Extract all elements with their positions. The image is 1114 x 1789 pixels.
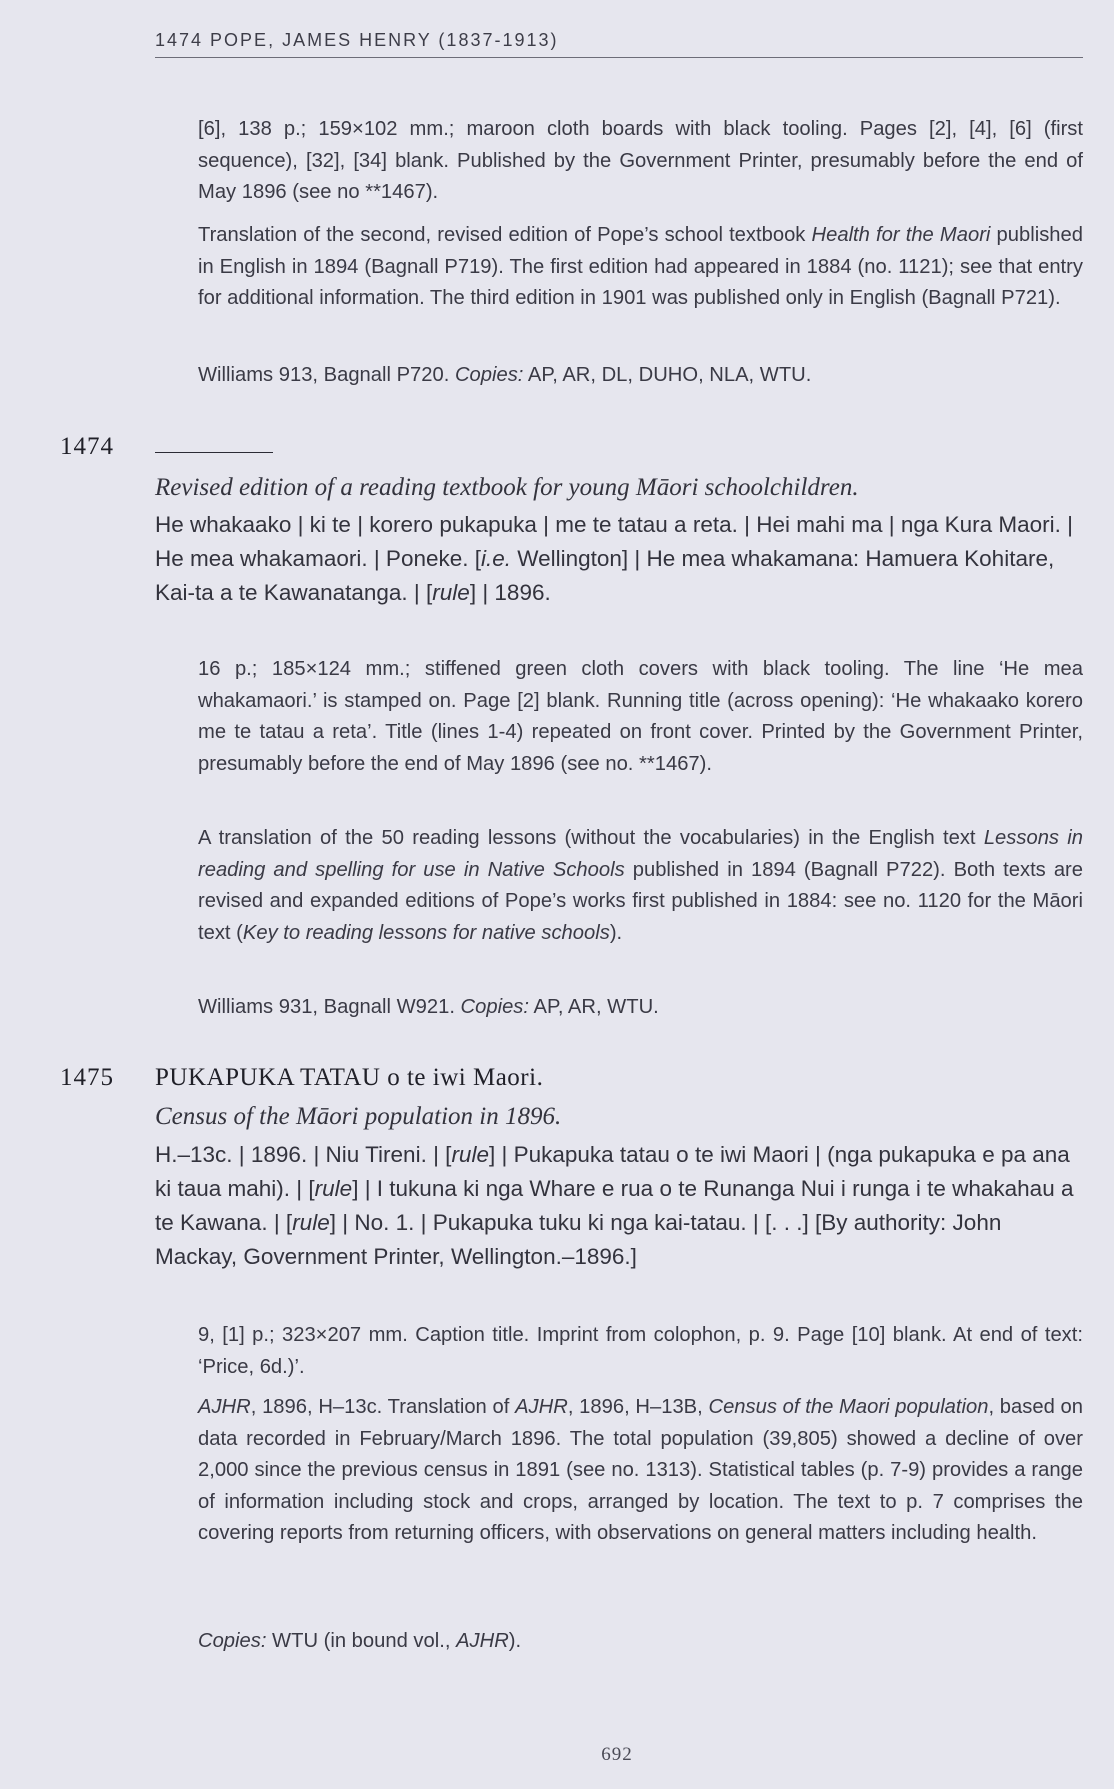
prev-entry-note: Translation of the second, revised edition of Pope’s school textbook Health for the Maori published in English in 1894 (Bagnall P719). The first edition had appeared in 1884 (no. 1121); see that entry for additional information. The third edition in 1901 was published only in English (Bagnall P721).	[198, 224, 1083, 309]
entry-1474-subject: Revised edition of a reading textbook for young Māori schoolchildren.	[155, 474, 859, 501]
prev-entry-copies: Williams 913, Bagnall P720. Copies: AP, AR, DL, DUHO, NLA, WTU.	[198, 364, 812, 386]
entry-number-1474: 1474	[60, 433, 114, 460]
entry-1474-copies: Williams 931, Bagnall W921. Copies: AP, AR, WTU.	[198, 996, 659, 1018]
running-header: 1474 POPE, JAMES HENRY (1837-1913)	[155, 30, 1083, 58]
entry-1475-physical-description: 9, [1] p.; 323×207 mm. Caption title. Imprint from colophon, p. 9. Page [10] blank. At end of text: ‘Price, 6d.)’.	[198, 1324, 1083, 1378]
copies-label: Copies:	[198, 1630, 267, 1652]
page-number: 692	[601, 1744, 633, 1765]
entry-number-1475: 1475	[60, 1064, 114, 1091]
title-italic: Health for the Maori	[811, 224, 991, 246]
entry-1475-note: AJHR, 1896, H–13c. Translation of AJHR, 1896, H–13B, Census of the Maori population, based on data recorded in February/March 1896. The total population (39,805) showed a decline of over 2,000 since the previous census in 1891 (see no. 1313). Statistical tables (p. 7-9) provides a range of information including stock and crops, arranged by location. The text to p. 7 comprises the covering reports from returning officers, with observations on general matters including health.	[198, 1396, 1083, 1544]
entry-1475-copies: Copies: WTU (in bound vol., AJHR).	[198, 1630, 522, 1652]
copies-label: Copies:	[454, 364, 524, 386]
entry-1474-physical-description: 16 p.; 185×124 mm.; stiffened green cloth covers with black tooling. The line ‘He mea whakamaori.’ is stamped on. Page [2] blank. Running title (across opening): ‘He whakaako korero me te tatau a reta’. Title (lines 1-4) repeated on front cover. Printed by the Government Printer, presumably before the end of May 1896 (see no. **1467).	[198, 658, 1083, 775]
entry-1475-title-transcription: H.–13c. | 1896. | Niu Tireni. | [rule] | Pukapuka tatau o te iwi Maori | (nga pukapuka e pa ana ki taua mahi). | [rule] | I tukuna ki nga Whare e rua o te Runanga Nui i runga i te whakahau a te Kawana. | [rule] | No. 1. | Pukapuka tuku ki nga kai-tatau. | [. . .] [By authority: John Mackay, Government Printer, Wellington.–1896.]	[155, 1142, 1074, 1269]
entry-1474-note: A translation of the 50 reading lessons (without the vocabularies) in the English text Lessons in reading and spelling for use in Native Schools published in 1894 (Bagnall P722). Both texts are revised and expanded editions of Pope’s works first published in 1884: see no. 1120 for the Māori text (Key to reading lessons for native schools).	[198, 827, 1084, 944]
entry-1475-subject: Census of the Māori population in 1896.	[155, 1103, 562, 1130]
entry-1474-title-transcription: He whakaako | ki te | korero pukapuka | me te tatau a reta. | Hei mahi ma | nga Kura Maori. | He mea whakamaori. | Poneke. [i.e. Wellington] | He mea whakamana: Hamuera Kohitare, Kai-ta a te Kawanatanga. | [rule] | 1896.	[155, 512, 1074, 605]
entry-1475-title: PUKAPUKA TATAU o te iwi Maori.	[155, 1064, 544, 1091]
copies-label: Copies:	[460, 996, 529, 1018]
prev-entry-physical-description: [6], 138 p.; 159×102 mm.; maroon cloth boards with black tooling. Pages [2], [4], [6] (first sequence), [32], [34] blank. Published by the Government Printer, presumably before the end of May 1896 (see no **1467).	[198, 118, 1083, 203]
repeat-heading-dash	[155, 452, 273, 453]
